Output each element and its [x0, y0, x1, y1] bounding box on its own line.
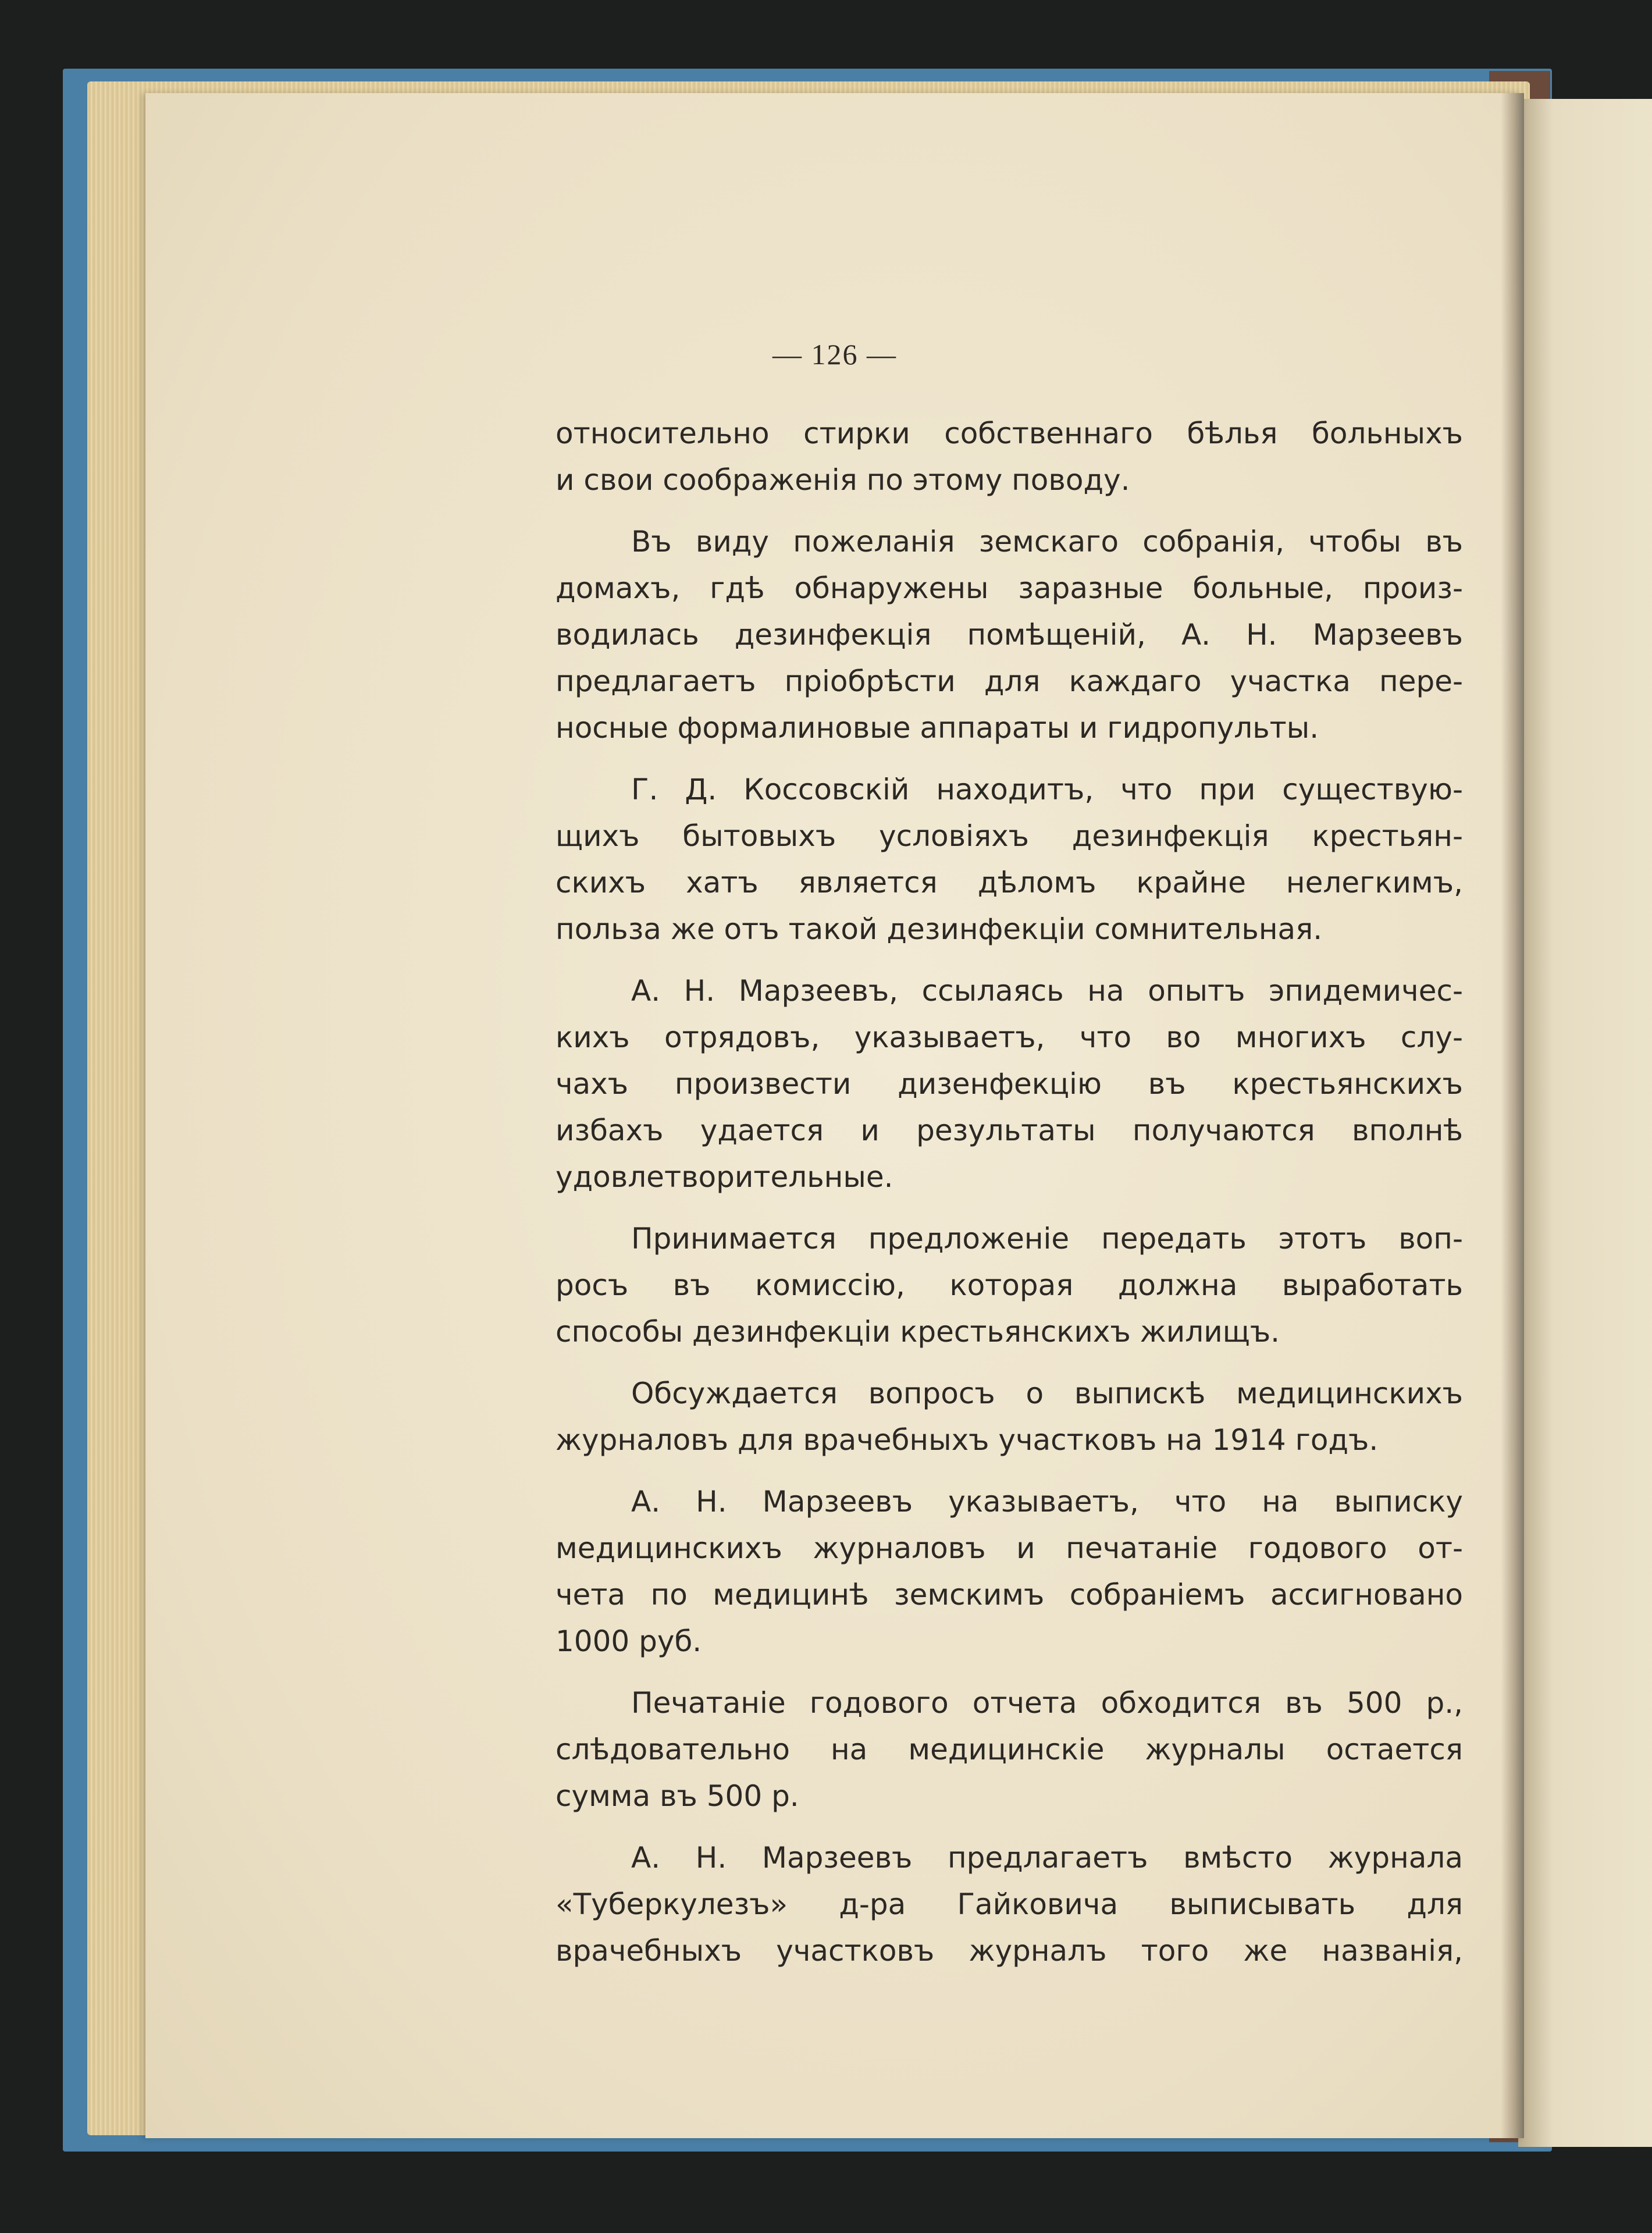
paragraph-4 — [556, 968, 1463, 1200]
text-line: польза же отъ такой дезинфекціи сомнительная. — [556, 912, 1323, 946]
text-line: и свои соображенія по этому поводу. — [556, 463, 1130, 497]
book-gutter — [1501, 93, 1524, 2138]
text-line: А. Н. Марзеевъ, ссылаясь на опытъ эпидемичес- — [631, 974, 1463, 1008]
text-line: А. Н. Марзеевъ предлагаетъ вмѣсто журнала — [631, 1841, 1463, 1875]
text-line: щихъ бытовыхъ условіяхъ дезинфекція крестьян- — [556, 819, 1463, 853]
text-line: Печатаніе годового отчета обходится въ 500 р., — [631, 1686, 1463, 1720]
text-line: Обсуждается вопросъ о выпискѣ медицинскихъ — [631, 1377, 1463, 1410]
page-number: — 126 — — [772, 338, 897, 371]
text-line: А. Н. Марзеевъ указываетъ, что на выписку — [631, 1485, 1463, 1519]
paragraph-5 — [556, 1215, 1463, 1355]
text-line: относительно стирки собственнаго бѣлья больныхъ — [556, 417, 1463, 450]
text-line: удовлетворительные. — [556, 1160, 893, 1194]
text-line: слѣдовательно на медицинскіе журналы остается — [556, 1733, 1463, 1766]
text-line: способы дезинфекціи крестьянскихъ жилищъ. — [556, 1315, 1280, 1349]
text-line: 1000 руб. — [556, 1624, 702, 1658]
page-text — [556, 410, 1463, 1989]
paragraph-3 — [556, 766, 1463, 952]
text-line: медицинскихъ журналовъ и печатаніе годового от- — [556, 1531, 1463, 1565]
text-line: домахъ, гдѣ обнаружены заразные больные, произ- — [556, 571, 1463, 605]
paragraph-9 — [556, 1834, 1463, 1974]
paragraph-8 — [556, 1680, 1463, 1819]
text-line: сумма въ 500 р. — [556, 1779, 799, 1813]
text-line: росъ въ комиссію, которая должна выработать — [556, 1268, 1463, 1302]
text-line: Принимается предложеніе передать этотъ воп- — [631, 1222, 1463, 1256]
text-line: журналовъ для врачебныхъ участковъ на 1914 годъ. — [556, 1423, 1379, 1457]
text-line: скихъ хатъ является дѣломъ крайне нелегкимъ, — [556, 866, 1463, 899]
text-line: «Туберкулезъ» д-ра Гайковича выписывать для — [556, 1887, 1463, 1921]
text-line: предлагаетъ пріобрѣсти для каждаго участка пере- — [556, 664, 1463, 698]
text-line: носные формалиновые аппараты и гидропульты. — [556, 711, 1319, 745]
text-line: Въ виду пожеланія земскаго собранія, чтобы въ — [631, 525, 1463, 559]
paragraph-6 — [556, 1370, 1463, 1463]
paragraph-1 — [556, 410, 1463, 503]
text-line: водилась дезинфекція помѣщеній, А. Н. Марзеевъ — [556, 618, 1463, 652]
text-line: врачебныхъ участковъ журналъ того же названія, — [556, 1934, 1463, 1968]
book-page — [145, 93, 1524, 2138]
text-line: чета по медицинѣ земскимъ собраніемъ ассигновано — [556, 1578, 1463, 1612]
facing-page — [1518, 99, 1652, 2147]
text-line: чахъ произвести дизенфекцію въ крестьянскихъ — [556, 1067, 1463, 1101]
paragraph-2 — [556, 518, 1463, 751]
text-line: кихъ отрядовъ, указываетъ, что во многихъ слу- — [556, 1021, 1463, 1054]
text-line: избахъ удается и результаты получаются вполнѣ — [556, 1114, 1463, 1147]
paragraph-7 — [556, 1478, 1463, 1665]
text-line: Г. Д. Коссовскій находитъ, что при существую- — [631, 773, 1463, 806]
